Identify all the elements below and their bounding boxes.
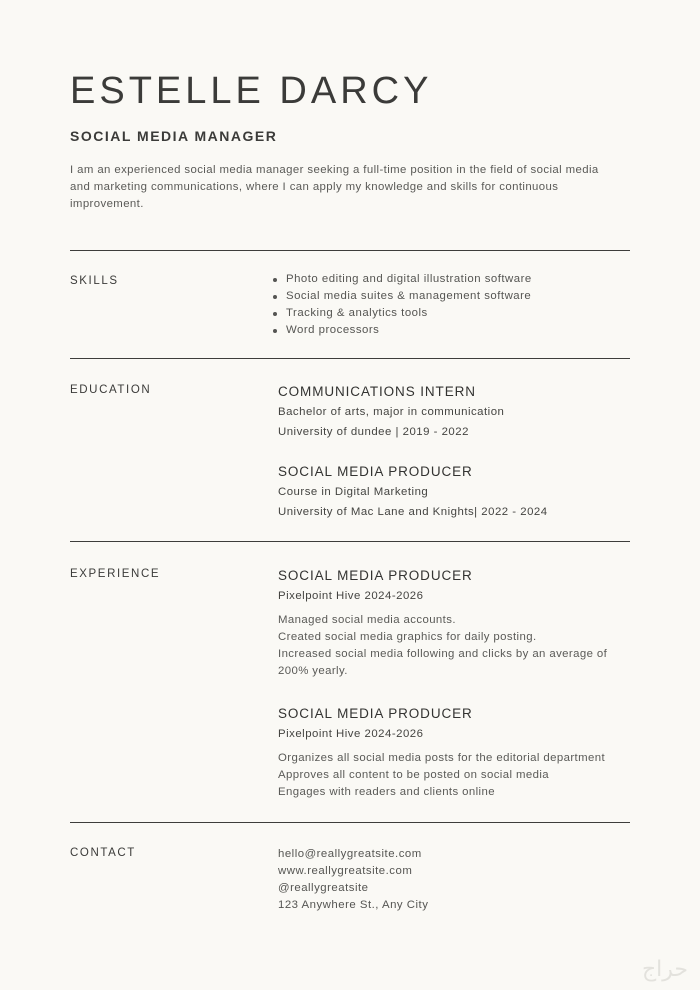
experience-line: Created social media graphics for daily posting. bbox=[278, 631, 537, 643]
section-divider bbox=[70, 822, 630, 823]
experience-line: Managed social media accounts. bbox=[278, 614, 456, 626]
contact-handle: @reallygreatsite bbox=[278, 882, 369, 894]
education-degree: Bachelor of arts, major in communication bbox=[278, 406, 505, 418]
experience-title: SOCIAL MEDIA PRODUCER bbox=[278, 706, 473, 721]
experience-line: 200% yearly. bbox=[278, 665, 348, 677]
summary-text: I am an experienced social media manager seeking a full-time position in the field of social media and marketing communications, where I can apply my knowledge and skills for continuous improvement. bbox=[70, 164, 599, 210]
resume-name: ESTELLE DARCY bbox=[70, 70, 433, 112]
education-school: University of dundee | 2019 - 2022 bbox=[278, 426, 469, 438]
contact-email[interactable]: hello@reallygreatsite.com bbox=[278, 848, 422, 860]
skill-item: Word processors bbox=[270, 322, 532, 339]
section-divider bbox=[70, 250, 630, 251]
skill-item: Social media suites & management software bbox=[270, 288, 532, 305]
watermark-logo: حراج bbox=[641, 957, 688, 982]
experience-line: Approves all content to be posted on social media bbox=[278, 769, 549, 781]
contact-address: 123 Anywhere St., Any City bbox=[278, 899, 429, 911]
contact-label: CONTACT bbox=[70, 847, 136, 859]
experience-entry bbox=[278, 705, 638, 801]
skills-label: SKILLS bbox=[70, 275, 119, 287]
job-title: SOCIAL MEDIA MANAGER bbox=[70, 128, 278, 144]
experience-entry bbox=[278, 567, 638, 680]
education-degree: Course in Digital Marketing bbox=[278, 486, 429, 498]
education-entry bbox=[278, 383, 638, 441]
contact-block bbox=[278, 846, 428, 914]
education-entry bbox=[278, 463, 638, 521]
experience-line: Organizes all social media posts for the editorial department bbox=[278, 752, 606, 764]
skill-item: Photo editing and digital illustration software bbox=[270, 271, 532, 288]
experience-company: Pixelpoint Hive 2024-2026 bbox=[278, 590, 424, 602]
education-title: SOCIAL MEDIA PRODUCER bbox=[278, 464, 473, 479]
experience-line: Increased social media following and clicks by an average of bbox=[278, 648, 608, 660]
education-label: EDUCATION bbox=[70, 384, 152, 396]
education-school: University of Mac Lane and Knights| 2022 - 2024 bbox=[278, 506, 548, 518]
education-title: COMMUNICATIONS INTERN bbox=[278, 384, 476, 399]
contact-website[interactable]: www.reallygreatsite.com bbox=[278, 865, 413, 877]
experience-line: Engages with readers and clients online bbox=[278, 786, 495, 798]
skills-list bbox=[270, 271, 532, 339]
experience-company: Pixelpoint Hive 2024-2026 bbox=[278, 728, 424, 740]
experience-title: SOCIAL MEDIA PRODUCER bbox=[278, 568, 473, 583]
section-divider bbox=[70, 358, 630, 359]
section-divider bbox=[70, 541, 630, 542]
experience-label: EXPERIENCE bbox=[70, 568, 161, 580]
skill-item: Tracking & analytics tools bbox=[270, 305, 532, 322]
